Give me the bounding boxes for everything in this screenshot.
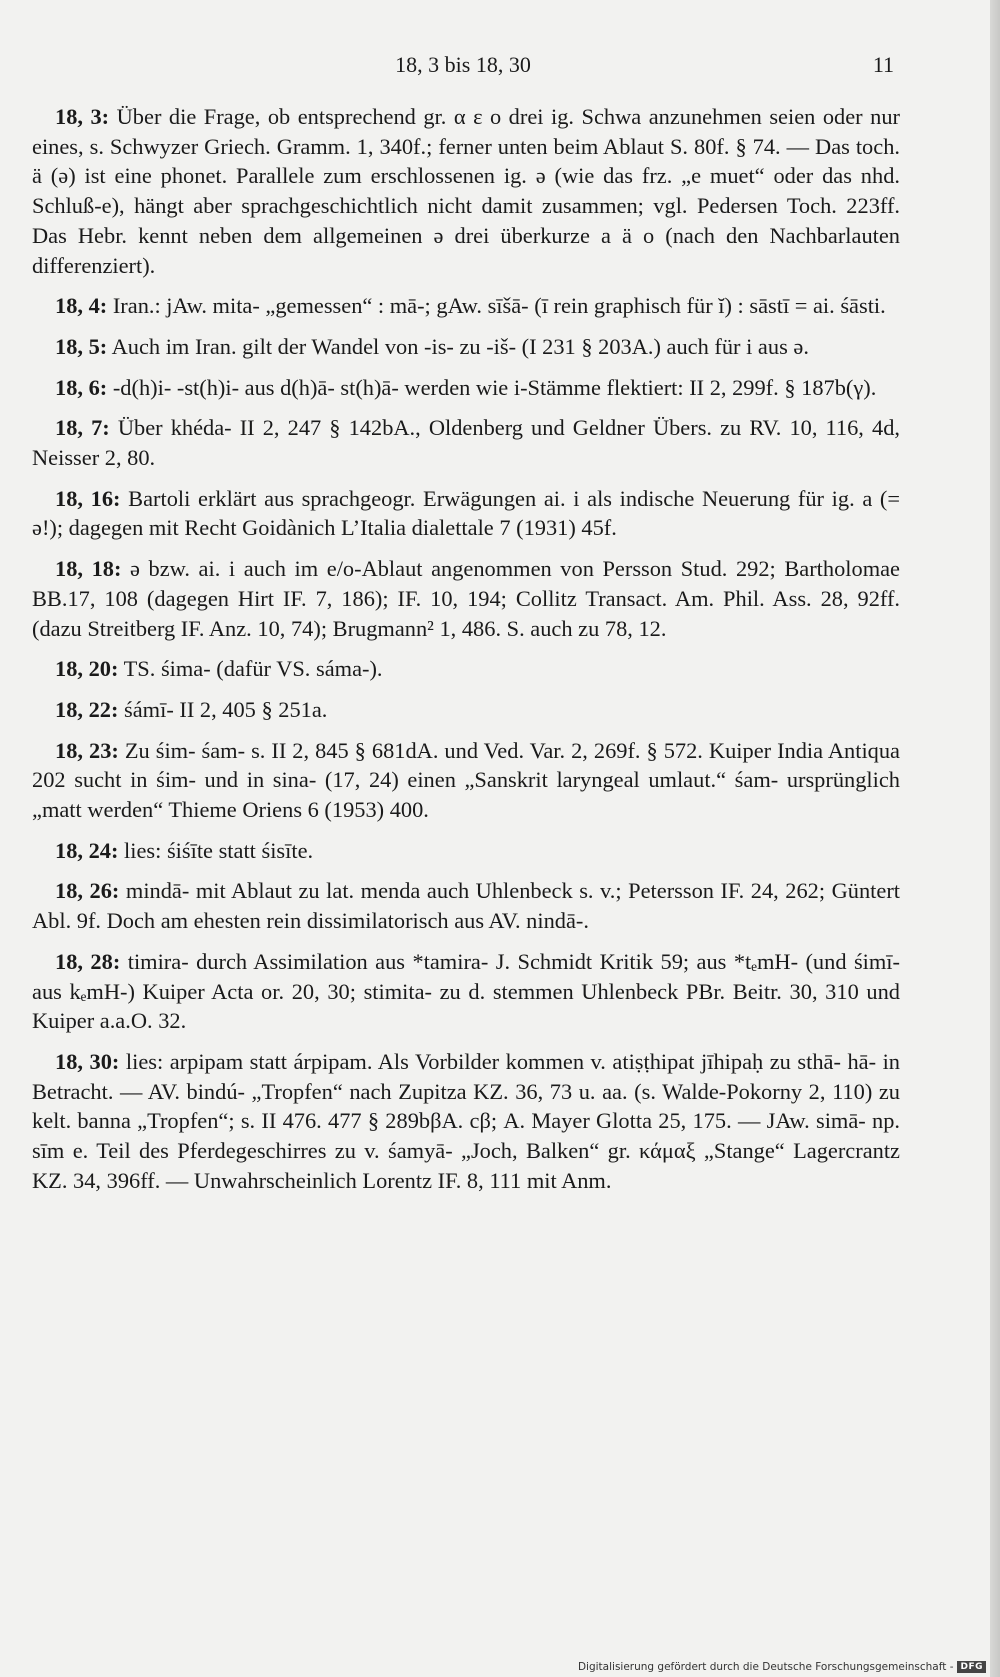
- dfg-logo: DFG: [957, 1661, 986, 1673]
- note-text: Iran.: jAw. mita- „gemessen“ : mā-; gAw. sīšā- (ī rein graphisch für ĭ) : sāstī = ai. śāsti.: [107, 293, 886, 319]
- note-ref: 18, 24:: [55, 837, 119, 863]
- note-text: ə bzw. ai. i auch im e/o-Ablaut angenommen von Persson Stud. 292; Bartholomae BB.17, 108 (dagegen Hirt IF. 7, 186); IF. 10, 194; Collitz Transact. Am. Phil. Ass. 28, 92ff. (dazu Streitberg IF. Anz. 10, 74); Brugmann² 1, 486. S. auch zu 78, 12.: [32, 556, 900, 641]
- note-entry: [32, 1047, 900, 1196]
- digitization-credit: [578, 1661, 986, 1673]
- note-ref: 18, 6:: [55, 374, 108, 400]
- running-title: 18, 3 bis 18, 30: [395, 52, 531, 77]
- note-entry: [32, 413, 900, 472]
- note-text: lies: śiśīte statt śisīte.: [118, 837, 314, 863]
- note-entry: [32, 836, 900, 866]
- note-entry: [32, 876, 900, 935]
- page-number: 11: [872, 52, 894, 77]
- note-ref: 18, 22:: [55, 696, 119, 722]
- note-entry: [32, 102, 900, 280]
- page-body: [32, 102, 900, 1207]
- note-ref: 18, 28:: [55, 948, 121, 974]
- note-text: Auch im Iran. gilt der Wandel von -is- zu -iš- (I 231 § 203A.) auch für i aus ə.: [107, 333, 809, 359]
- note-ref: 18, 3:: [55, 104, 110, 129]
- note-entry: [32, 736, 900, 825]
- note-text: lies: arpipam statt árpipam. Als Vorbilder kommen v. atiṣṭhipat jīhipaḥ zu sthā- hā- in Betracht. — AV. bindú- „Tropfen“ nach Zupitza KZ. 36, 73 u. aa. (s. Walde-Pokorny 2, 110) zu kelt. banna „Tropfen“; s. II 476. 477 § 289bβA. cβ; A. Mayer Glotta 25, 175. — JAw. simā- np. sīm e. Teil des Pferdegeschirres zu v. śamyā- „Joch, Balken“ gr. κάμαξ „Stange“ Lagercrantz KZ. 34, 396ff. — Unwahrscheinlich Lorentz IF. 8, 111 mit Anm.: [32, 1048, 900, 1193]
- note-entry: [32, 332, 900, 362]
- note-text: -d(h)i- -st(h)i- aus d(h)ā- st(h)ā- werden wie i-Stämme flektiert: II 2, 299f. § 187b(γ).: [107, 374, 877, 400]
- note-text: timira- durch Assimilation aus *tamira- J. Schmidt Kritik 59; aus *tₑmH- (und śimī- aus kₑmH-) Kuiper Acta or. 20, 30; stimita- zu d. stemmen Uhlenbeck PBr. Beitr. 30, 310 und Kuiper a.a.O. 32.: [32, 948, 900, 1034]
- note-text: TS. śima- (dafür VS. sáma-).: [118, 656, 383, 682]
- note-ref: 18, 16:: [55, 485, 121, 511]
- note-text: Bartoli erklärt aus sprachgeogr. Erwägungen ai. i als indische Neuerung für ig. a (= ə!); dagegen mit Recht Goidànich L’Italia dialettale 7 (1931) 45f.: [32, 485, 901, 541]
- page-header: [32, 52, 894, 86]
- note-entry: [32, 695, 900, 725]
- note-text: Über die Frage, ob entsprechend gr. α ε ο drei ig. Schwa anzunehmen seien oder nur eines, s. Schwyzer Griech. Gramm. 1, 340f.; ferner unten beim Ablaut S. 80f. § 74. — Das toch. ä (ə) ist eine phonet. Parallele zum erschlossenen ig. ə (wie das frz. „e muet“ oder das nhd. Schluß-e), hängt aber sprachgeschichtlich nicht damit zusammen; vgl. Pedersen Toch. 223ff. Das Hebr. kennt neben dem allgemeinen ə drei überkurze a ä o (nach den Nachbarlauten differenziert).: [32, 104, 900, 278]
- note-entry: [32, 484, 900, 543]
- note-ref: 18, 20:: [55, 656, 119, 682]
- note-ref: 18, 30:: [55, 1048, 120, 1074]
- note-text: Zu śim- śam- s. II 2, 845 § 681dA. und Ved. Var. 2, 269f. § 572. Kuiper India Antiqua 202 sucht in śim- und in sina- (17, 24) einen „Sanskrit laryngeal umlaut.“ śam- ursprünglich „matt werden“ Thieme Oriens 6 (1953) 400.: [32, 737, 900, 823]
- note-entry: [32, 654, 900, 684]
- note-entry: [32, 373, 900, 403]
- note-entry: [32, 947, 900, 1036]
- note-ref: 18, 4:: [55, 293, 108, 319]
- note-entry: [32, 554, 900, 643]
- credit-text: Digitalisierung gefördert durch die Deutsche Forschungsgemeinschaft -: [577, 1661, 954, 1673]
- note-text: Über khéda- II 2, 247 § 142bA., Oldenberg und Geldner Übers. zu RV. 10, 116, 4d, Neisser 2, 80.: [32, 415, 900, 471]
- note-ref: 18, 18:: [55, 556, 122, 582]
- note-ref: 18, 7:: [55, 415, 110, 441]
- page-edge: [990, 0, 1000, 1677]
- note-text: mindā- mit Ablaut zu lat. menda auch Uhlenbeck s. v.; Petersson IF. 24, 262; Güntert Abl. 9f. Doch am ehesten rein dissimilatorisch aus AV. nindā-.: [32, 878, 901, 934]
- note-ref: 18, 26:: [55, 878, 120, 904]
- note-entry: [32, 291, 900, 321]
- note-ref: 18, 5:: [55, 333, 108, 359]
- note-text: śámī- II 2, 405 § 251a.: [118, 696, 328, 722]
- note-ref: 18, 23:: [55, 737, 119, 763]
